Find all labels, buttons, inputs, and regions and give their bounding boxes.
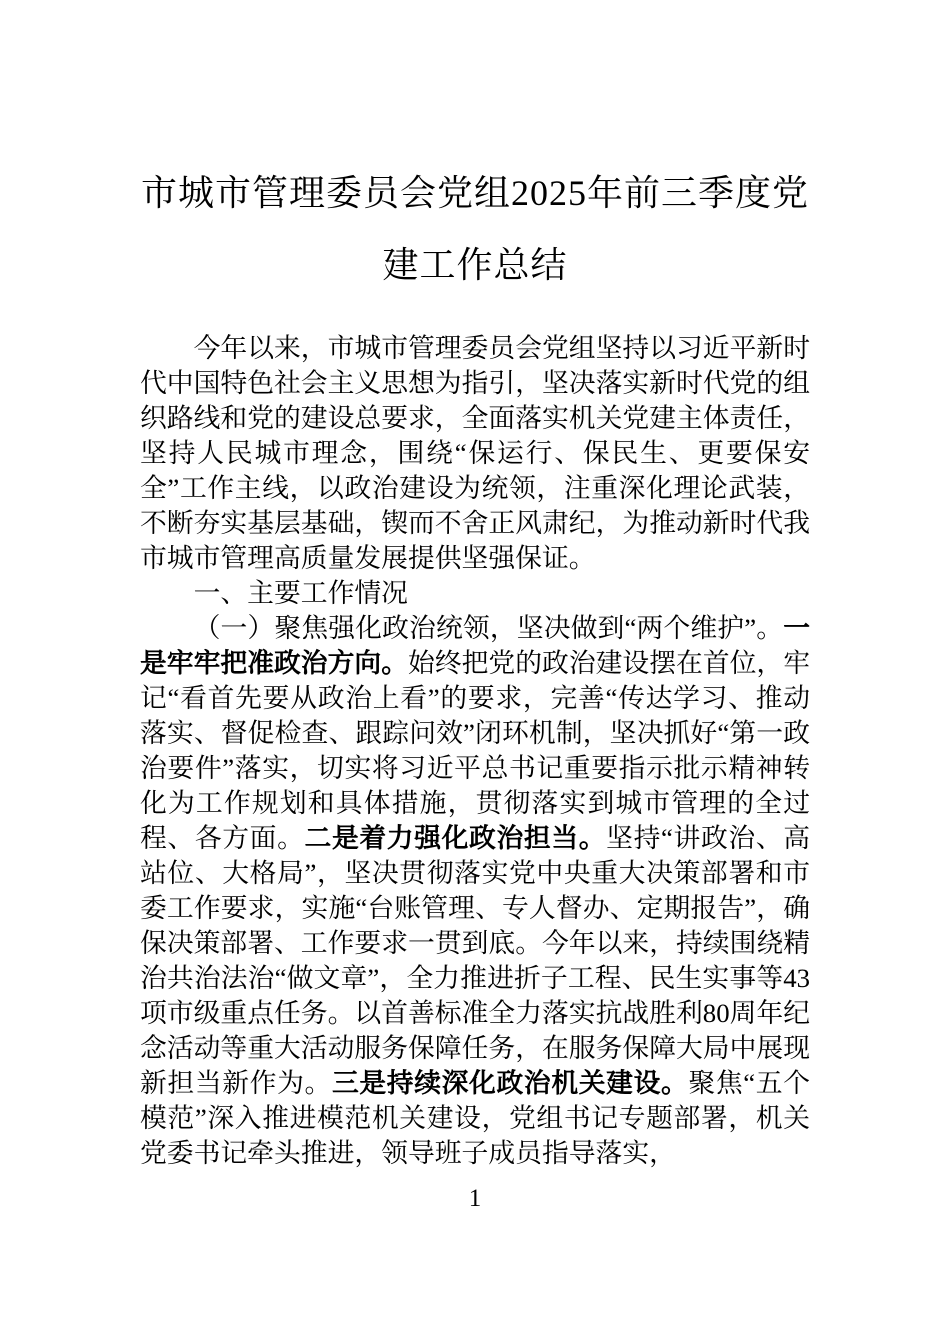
point2-title: 二是着力强化政治担当。	[304, 823, 607, 853]
document-body	[140, 331, 810, 1171]
point3-title: 三是持续深化政治机关建设。	[331, 1068, 689, 1098]
point1-text: 始终把党的政治建设摆在首位，牢记“看首先要从政治上看”的要求，完善“传达学习、推动落实、督促检查、跟踪问效”闭环机制，坚决抓好“第一政治要件”落实，切实将习近平总书记重要指示批示精神转化为工作规划和具体措施，贯彻落实到城市管理的全过程、各方面。	[140, 648, 811, 853]
document-title	[140, 0, 810, 301]
subsection-paragraph	[140, 611, 810, 1171]
title-line-1: 市城市管理委员会党组2025年前三季度党	[140, 173, 809, 213]
title-line-2: 建工作总结	[382, 245, 568, 285]
subsection-lead: （一）聚焦强化政治统领，坚决做到“两个维护”。	[193, 613, 784, 643]
point1-title: 一是牢牢把准政治方向。	[140, 613, 810, 678]
page-number: 1	[468, 1185, 482, 1212]
point3-text: 聚焦“五个模范”深入推进模范机关建设，党组书记专题部署，机关党委书记牵头推进，领导班子成员指导落实，	[140, 1068, 810, 1168]
section-heading: 一、主要工作情况	[193, 578, 408, 608]
intro-paragraph: 今年以来，市城市管理委员会党组坚持以习近平新时代中国特色社会主义思想为指引，坚决落实新时代党的组织路线和党的建设总要求，全面落实机关党建主体责任，坚持人民城市理念，围绕“保运行、保民生、更要保安全”工作主线，以政治建设为统领，注重深化理论武装，不断夯实基层基础，锲而不舍正风肃纪，为推动新时代我市城市管理高质量发展提供坚强保证。	[140, 333, 810, 573]
point2-text: 坚持“讲政治、高站位、大格局”，坚决贯彻落实党中央重大决策部署和市委工作要求，实施“台账管理、专人督办、定期报告”，确保决策部署、工作要求一贯到底。今年以来，持续围绕精治共治法治“做文章”，全力推进折子工程、民生实事等43项市级重点任务。以首善标准全力落实抗战胜利80周年纪念活动等重大活动服务保障任务，在服务保障大局中展现新担当新作为。	[140, 823, 811, 1098]
